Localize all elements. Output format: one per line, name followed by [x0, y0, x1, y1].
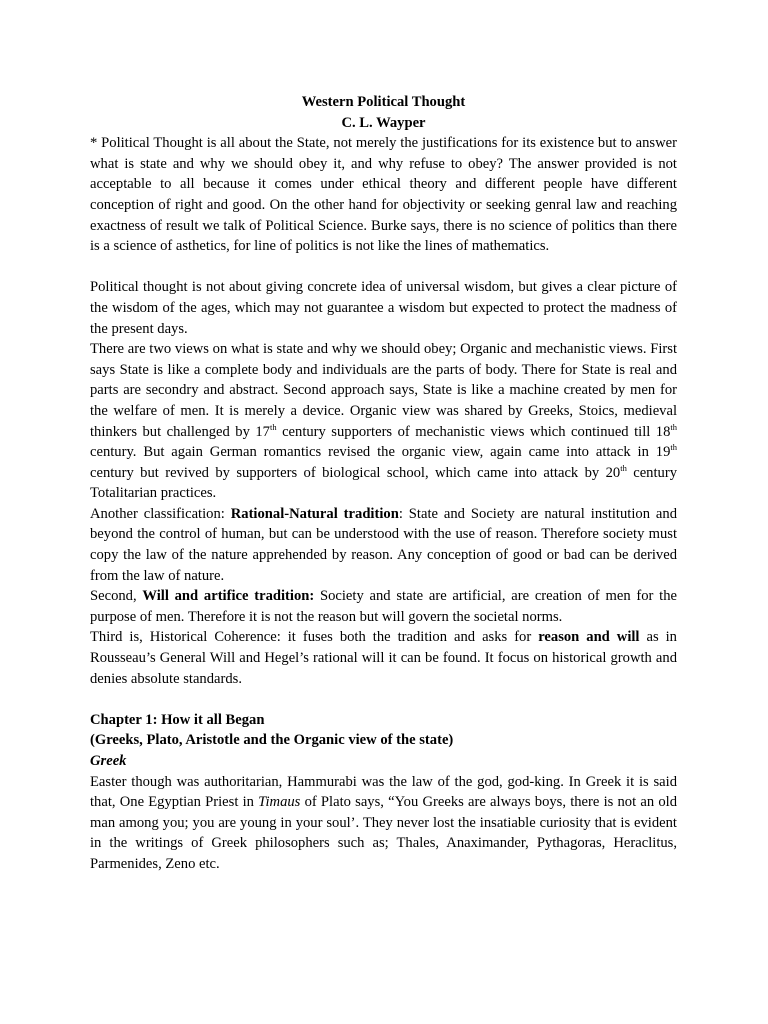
third-text: as in Rousseau’s General Will and Hegel’s rational will it can be found. It focus on historical growth and denies absolute standards. [90, 629, 677, 687]
wisdom-paragraph: Political thought is not about giving concrete idea of universal wisdom, but gives a clear picture of the wisdom of the ages, which may not guarantee a wisdom but expected to protect the madness of the present days. [90, 279, 677, 337]
reason-will-term: reason and will [538, 629, 640, 646]
second-lead: Second, [90, 588, 143, 605]
views-paragraph [90, 339, 677, 504]
third-lead: Third is, Historical Coherence: it fuses both the tradition and asks for [90, 629, 539, 646]
superscript-th: th [670, 442, 677, 453]
views-text: century but revived by supporters of biological school, which came into attack by 20 [90, 464, 621, 481]
views-text: century Totalitarian practices. [90, 464, 677, 502]
paragraph-gap [90, 689, 677, 710]
timaus-title: Timaus [258, 794, 301, 811]
document-author: C. L. Wayper [341, 114, 426, 131]
document-page [90, 92, 677, 875]
superscript-th: th [620, 462, 627, 473]
greek-paragraph [90, 772, 677, 875]
section-title: Greek [90, 753, 127, 769]
superscript-th: th [670, 421, 677, 432]
chapter-title: Chapter 1: How it all Began [90, 711, 265, 728]
second-paragraph [90, 586, 677, 627]
third-paragraph [90, 627, 677, 689]
chapter-subtitle: (Greeks, Plato, Aristotle and the Organic view of the state) [90, 732, 454, 749]
views-text: There are two views on what is state and why we should obey; Organic and mechanistic views. First says State is like a complete body and individuals are the parts of body. There for State is real and parts are secondry and abstract. Second approach says, State is like a machine created by men for the welfare of men. It is merely a device. Organic view was shared by Greeks, Stoics, medieval thinkers but challenged by 17 [90, 341, 677, 440]
views-text: century. But again German romantics revised the organic view, again came into attack in 19 [90, 444, 671, 461]
document-title: Western Political Thought [301, 94, 466, 110]
classification-text: : State and Society are natural institution and beyond the control of human, but can be understood with the use of reason. Therefore society must copy the law of the nature apprehended by reason. Any conception of good or bad can be derived from the law of nature. [90, 505, 677, 584]
classification-lead: Another classification: [90, 505, 231, 522]
greek-lead: Easter though was authoritarian, Hammurabi was the law of the god, god-king. In Greek it is said that, One Egyptian Priest in [90, 773, 677, 811]
classification-paragraph [90, 504, 677, 586]
intro-paragraph: * Political Thought is all about the State, not merely the justifications for its existence but to answer what is state and why we should obey it, and why refuse to obey? The answer provided is not acceptable to all because it comes under ethical theory and different people have different conception of right and good. On the other hand for objectivity or seeking genral law and reaching exactness of result we talk of Political Science. Burke says, there is no science of politics than there is a science of asthetics, for line of politics is not like the lines of mathematics. [90, 135, 677, 255]
paragraph-gap [90, 257, 677, 278]
superscript-th: th [269, 421, 277, 432]
will-artifice-term: Will and artifice tradition: [142, 588, 315, 605]
second-text: Society and state are artificial, are creation of men for the purpose of men. Therefore it is not the reason but will govern the societal norms. [90, 588, 677, 625]
greek-text: of Plato says, “You Greeks are always boys, there is not an old man among you; you are young in your soul’. They never lost the insatiable curiosity that is evident in the writings of Greek philosophers such as; Thales, Anaximander, Pythagoras, Heraclitus, Parmenides, Zeno etc. [90, 794, 677, 872]
views-text: century supporters of mechanistic views which continued till 18 [276, 423, 671, 440]
rational-natural-term: Rational-Natural tradition [230, 505, 399, 522]
